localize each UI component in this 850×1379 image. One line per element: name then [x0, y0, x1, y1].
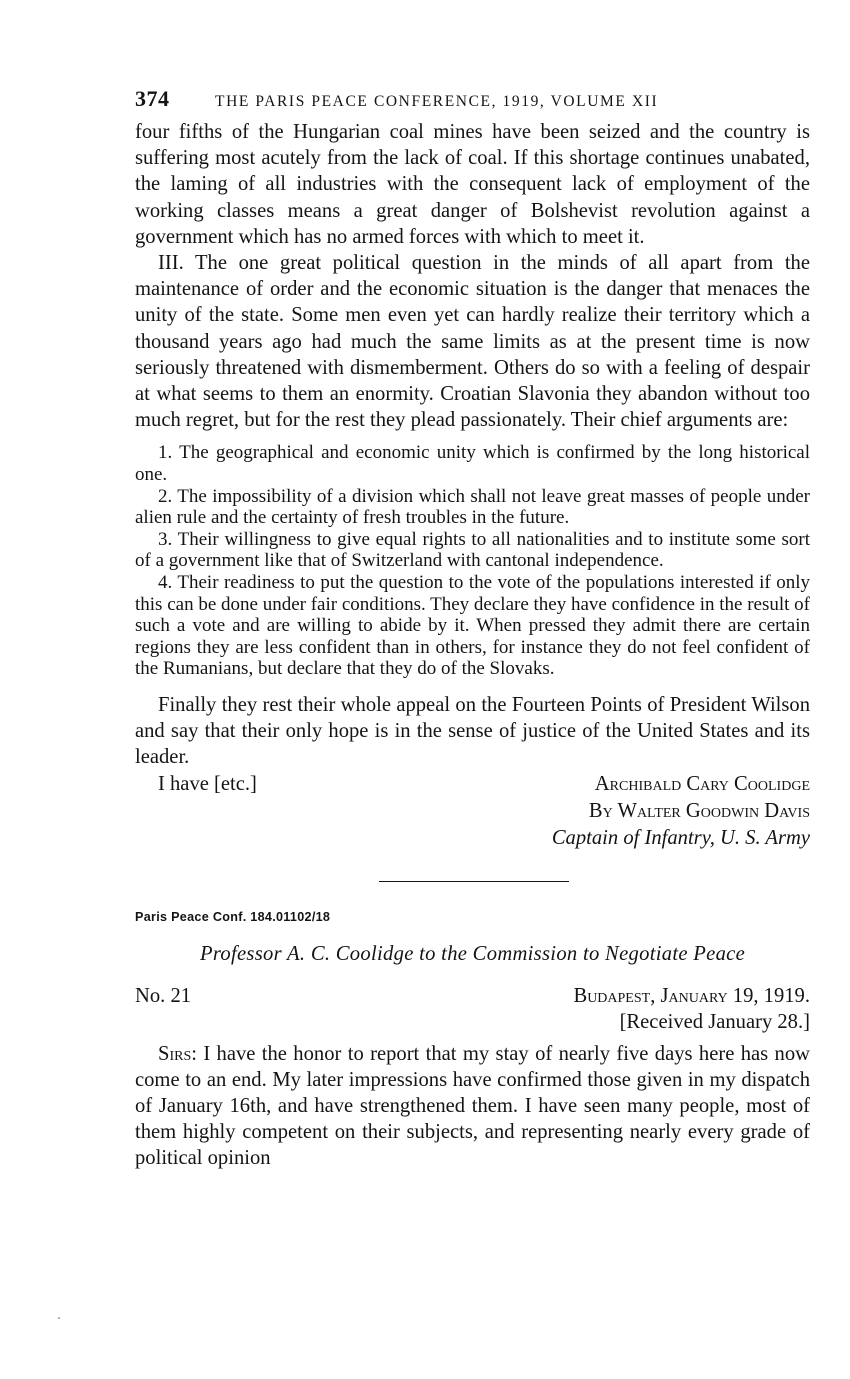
argument-item-4: 4. Their readiness to put the question to the vote of the populations interested if only this can be done under fair conditions. They declare they have confidence in the result of such a vote and are willing to abide by it. When pressed they admit there are certain regions they are less confident than in others, for instance they do not feel confident of the Rumanians, but declare that they do of the Slovaks.: [135, 572, 810, 680]
dispatch-number-line: [135, 983, 810, 1009]
dispatch-number: No. 21: [135, 984, 192, 1007]
closing-line: [135, 771, 810, 798]
argument-item-1: 1. The geographical and economic unity which is confirmed by the long historical one.: [135, 442, 810, 486]
signer-rank: Captain of Infantry, U. S. Army: [551, 826, 810, 849]
dispatch-place-date: Budapest, January 19, 1919.: [573, 984, 810, 1007]
argument-item-2: 2. The impossibility of a division which shall not leave great masses of people under alien rule and the certainty of fresh troubles in the future.: [135, 485, 810, 529]
by-line: By Walter Goodwin Davis: [588, 799, 810, 822]
page-header: [135, 86, 810, 116]
paragraph-political-question: III. The one great political question in the minds of all apart from the maintenance of order and the economic situation is the danger that menaces the unity of the state. Some men even yet can hardly realize their territory which a thousand years ago had much the same limits as at the present time is now seriously threatened with dismemberment. Others do so with a feeling of despair at what seems to them an enormity. Croatian Slavonia they abandon without too much regret, but for the rest they plead passionately. Their chief arguments are:: [135, 252, 810, 432]
arguments-list: [135, 442, 810, 680]
running-title: THE PARIS PEACE CONFERENCE, 1919, VOLUME XII: [215, 93, 659, 110]
document-page: [135, 86, 810, 1172]
page-number: 374: [135, 86, 170, 111]
argument-item-3: 3. Their willingness to give equal rights to all nationalities and to institute some sort of a government like that of Switzerland with cantonal independence.: [135, 528, 810, 572]
paragraph-fourteen-points: Finally they rest their whole appeal on the Fourteen Points of President Wilson and say that their only hope is in the sense of justice of the United States and its leader.: [135, 693, 810, 769]
report-opening-text: : I have the honor to report that my stay of nearly five days here has now come to an end. My later impressions have confirmed those given in my dispatch of January 16th, and have strengthened them. I have seen many people, most of them highly competent on their subjects, and representing nearly every grade of political opinion: [135, 1042, 810, 1170]
scan-speck: [58, 1317, 60, 1319]
signer-name: Archibald Cary Coolidge: [594, 772, 810, 795]
section-divider: [379, 881, 569, 882]
document-title: Professor A. C. Coolidge to the Commission to Negotiate Peace: [199, 942, 746, 965]
closing-salutation: I have [etc.]: [158, 772, 257, 795]
paragraph-report-opening: [135, 1041, 810, 1172]
paragraph-coal: four fifths of the Hungarian coal mines have been seized and the country is suffering most acutely from the lack of coal. If this shortage continues unabated, the laming of all industries with the consequent lack of employment of the working classes means a great danger of Bolshevist revolution against a government which has no armed forces with which to meet it.: [135, 121, 810, 248]
file-reference: Paris Peace Conf. 184.01102/18: [135, 909, 331, 924]
salutation-sirs: Sirs: [158, 1042, 192, 1065]
received-date: [Received January 28.]: [619, 1010, 810, 1033]
